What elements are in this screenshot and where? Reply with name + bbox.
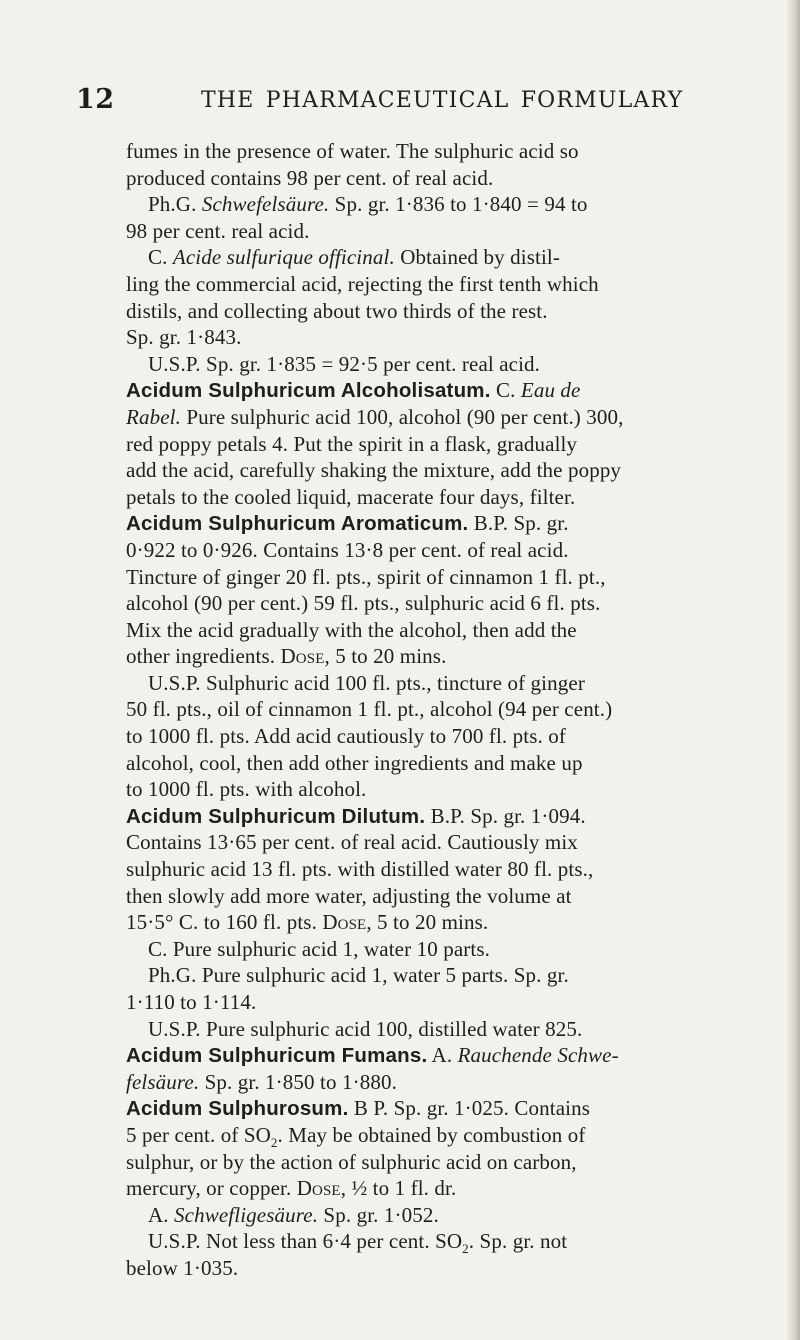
text-line: Tincture of ginger 20 fl. pts., spirit of cinnamon 1 fl. pt., [126,564,606,589]
text-line: 5 per cent. of $SO_2$. May be obtained by combustion of [126,1122,586,1151]
body-text [126,138,716,1282]
page-edge-shadow [786,0,800,1340]
entry-heading-line: Acidum Sulphuricum Aromaticum. B.P. Sp. gr. [126,511,569,536]
text-line: petals to the cooled liquid, macerate four days, filter. [126,484,576,509]
text-line: red poppy petals 4. Put the spirit in a flask, gradually [126,431,578,456]
text-line: sulphuric acid 13 fl. pts. with distilled water 80 fl. pts., [126,857,594,882]
text-line: C. Acide sulfurique officinal. Obtained by distil- [148,245,560,270]
text-line: produced contains 98 per cent. of real acid. [126,165,494,190]
text-line: 1·110 to 1·114. [126,990,257,1014]
text-line: fumes in the presence of water. The sulphuric acid so [126,139,579,163]
entry-heading-line: Acidum Sulphuricum Fumans. A. Rauchende Schwe- [126,1043,619,1068]
text-line: to 1000 fl. pts. with alcohol. [126,777,367,802]
text-line: other ingredients. Dose, 5 to 20 mins. [126,644,447,669]
text-line: A. Schwefligesäure. Sp. gr. 1·052. [148,1202,439,1227]
text-line: U.S.P. Pure sulphuric acid 100, distilled water 825. [148,1016,583,1041]
entry-heading-line: Acidum Sulphurosum. B P. Sp. gr. 1·025. Contains [126,1096,590,1121]
text-line: Contains 13·65 per cent. of real acid. Cautiously mix [126,830,578,855]
text-line: ling the commercial acid, rejecting the first tenth which [126,271,599,296]
text-line: distils, and collecting about two thirds of the rest. [126,298,548,323]
text-line: U.S.P. Not less than 6·4 per cent. $SO_2$. Sp. gr. not [148,1229,568,1257]
entry-heading-line: Acidum Sulphuricum Dilutum. B.P. Sp. gr. 1·094. [126,803,586,828]
entry-heading: Acidum Sulphuricum Fumans. [126,1044,428,1068]
text-line: Rabel. Pure sulphuric acid 100, alcohol (90 per cent.) 300, [126,404,624,429]
text-line: Ph.G. Schwefelsäure. Sp. gr. 1·836 to 1·840 = 94 to [148,192,588,217]
text-line: sulphur, or by the action of sulphuric acid on carbon, [126,1149,577,1174]
entry-heading-line: Acidum Sulphuricum Alcoholisatum. C. Eau de [126,378,581,403]
text-line: 50 fl. pts., oil of cinnamon 1 fl. pt., alcohol (94 per cent.) [126,697,613,722]
text-line: C. Pure sulphuric acid 1, water 10 parts. [148,936,491,961]
text-line: mercury, or copper. Dose, ½ to 1 fl. dr. [126,1176,457,1201]
text-line: alcohol, cool, then add other ingredients and make up [126,750,583,775]
text-line: Sp. gr. 1·843. [126,325,242,350]
text-line: below 1·035. [126,1255,239,1280]
entry-heading: Acidum Sulphuricum Alcoholisatum. [126,379,491,403]
text-line: to 1000 fl. pts. Add acid cautiously to 700 fl. pts. of [126,724,566,749]
page-number: 12 [76,84,115,115]
text-line: 98 per cent. real acid. [126,218,310,243]
text-line: alcohol (90 per cent.) 59 fl. pts., sulphuric acid 6 fl. pts. [126,591,601,616]
running-head: THE PHARMACEUTICAL FORMULARY [201,88,684,113]
text-line: then slowly add more water, adjusting the volume at [126,883,572,908]
page-header [76,84,726,114]
text-line: 15·5° C. to 160 fl. pts. Dose, 5 to 20 mins. [126,910,489,935]
text-line: U.S.P. Sp. gr. 1·835 = 92·5 per cent. real acid. [148,351,541,376]
entry-heading: Acidum Sulphurosum. [126,1097,349,1121]
text-line: Mix the acid gradually with the alcohol, then add the [126,617,577,642]
text-line: Ph.G. Pure sulphuric acid 1, water 5 parts. Sp. gr. [148,963,569,988]
text-line: add the acid, carefully shaking the mixture, add the poppy [126,458,622,483]
text-line: U.S.P. Sulphuric acid 100 fl. pts., tincture of ginger [148,670,585,695]
text-line: felsäure. Sp. gr. 1·850 to 1·880. [126,1069,397,1094]
entry-heading: Acidum Sulphuricum Aromaticum. [126,512,469,536]
text-line: 0·922 to 0·926. Contains 13·8 per cent. of real acid. [126,537,569,562]
entry-heading: Acidum Sulphuricum Dilutum. [126,804,426,828]
